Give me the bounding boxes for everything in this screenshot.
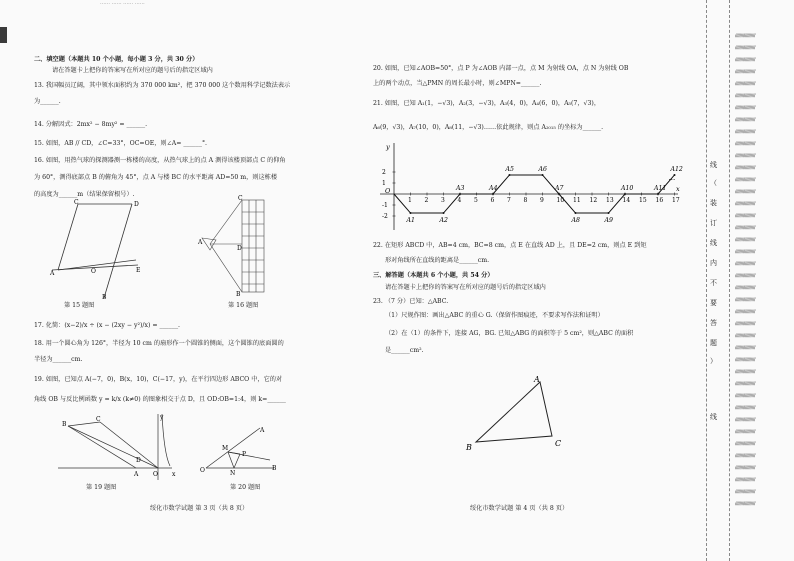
fig20-label-a: A <box>260 427 265 434</box>
margin-slash-line: ////////////////// <box>735 502 756 507</box>
point-label: A8 <box>571 217 580 225</box>
data-point <box>657 193 659 195</box>
margin-slash-line: ////////////////// <box>735 214 756 219</box>
data-point <box>509 174 511 176</box>
footer-right: 绥化市数学试题 第 4 页（共 8 页） <box>470 505 569 512</box>
margin-slash-line: ////////////////// <box>735 418 756 423</box>
fig15-label-d: D <box>134 201 139 208</box>
y-tick-label: 2 <box>382 169 386 176</box>
margin-char: 订 <box>710 219 717 227</box>
point-label: A5 <box>505 165 514 173</box>
x-tick-label: 3 <box>441 197 445 204</box>
margin-slash-line: ////////////////// <box>735 382 756 387</box>
margin-char: （ <box>710 179 717 187</box>
margin-slash-line: ////////////////// <box>735 286 756 291</box>
point-label: A3 <box>456 185 465 192</box>
question-16-line3: 的高度为______m（结果保留根号）. <box>34 191 135 198</box>
question-22: 22. 在矩形 ABCD 中，AB=4 cm，BC=8 cm，点 E 在直线 AD 上，且 DE=2 cm，则点 E 到矩 <box>373 242 647 249</box>
data-point <box>492 193 494 195</box>
margin-slash-line: ////////////////// <box>735 334 756 339</box>
question-18: 18. 用一个圆心角为 126°，半径为 10 cm 的扇形作一个圆锥的侧面，这个圆锥的底面圆的 <box>34 340 284 347</box>
margin-slash-line: ////////////////// <box>735 154 756 159</box>
x-tick-label: 2 <box>424 197 429 204</box>
margin-slash-line: ////////////////// <box>735 202 756 207</box>
fig19-label-a: A <box>134 471 139 478</box>
question-13: 13. 我国幅员辽阔，其中领水面积约为 370 000 km²，把 370 000 这个数用科学记数法表示 <box>34 82 291 89</box>
question-13-answer: 为______. <box>34 98 61 105</box>
margin-slash-line: ////////////////// <box>735 370 756 375</box>
binding-line-1 <box>706 0 707 561</box>
margin-slash-line: ////////////////// <box>735 310 756 315</box>
figure-20 <box>198 424 280 476</box>
y-tick-label: 1 <box>382 180 386 187</box>
data-point <box>542 174 544 176</box>
margin-slash-line: ////////////////// <box>735 454 756 459</box>
x-axis-label: x <box>676 185 680 193</box>
data-point <box>410 212 412 214</box>
margin-slash-line: ////////////////// <box>735 166 756 171</box>
fig19-label-x: x <box>172 471 176 478</box>
fig20-label-m: M <box>222 445 229 452</box>
margin-slash-line: ////////////////// <box>735 178 756 183</box>
margin-slash-line: ////////////////// <box>735 46 756 51</box>
margin-slash-line: ////////////////// <box>735 442 756 447</box>
margin-char: 要 <box>710 299 717 307</box>
fig16-label-c: C <box>238 195 243 202</box>
fig23-label-b: B <box>466 443 472 452</box>
fig19-label-d: D <box>136 457 141 464</box>
y-tick-label: -2 <box>382 213 388 220</box>
fig19-label-b: B <box>62 421 67 428</box>
figure-23-triangle <box>464 372 574 454</box>
scan-header: …… …… …… …… <box>100 0 145 6</box>
x-tick-label: 1 <box>408 197 412 204</box>
margin-slash-line: ////////////////// <box>735 130 756 135</box>
margin-char: 线 <box>710 239 717 247</box>
binder-tab <box>0 27 7 43</box>
fig15-label-o: O <box>91 268 96 275</box>
margin-slash-line: ////////////////// <box>735 430 756 435</box>
x-tick-label: 13 <box>606 197 614 204</box>
fig15-label-a: A <box>50 270 55 277</box>
caption-fig20: 第 20 题图 <box>230 484 261 491</box>
margin-slash-line: ////////////////// <box>735 82 756 87</box>
x-tick-label: 17 <box>672 197 680 204</box>
point-label: A4 <box>489 185 498 192</box>
fig20-label-n: N <box>230 470 236 476</box>
margin-slash-line: ////////////////// <box>735 118 756 123</box>
fig15-label-b: B <box>102 294 107 301</box>
fig19-label-c: C <box>96 416 101 423</box>
question-22-line2: 形对角线所在直线的距离是______cm. <box>385 257 490 264</box>
data-point <box>575 212 577 214</box>
margin-slash-line: ////////////////// <box>735 274 756 279</box>
margin-slash-line: ////////////////// <box>735 142 756 147</box>
margin-char: 线 <box>710 413 717 421</box>
binding-line-2 <box>729 0 730 561</box>
x-tick-label: 9 <box>540 197 544 204</box>
fig19-label-y: y <box>160 414 164 421</box>
margin-char: 内 <box>710 259 717 267</box>
question-19: 19. 如图，已知点 A(−7，0)，B(x，10)，C(−17，y)，在平行四边形 ABCO 中，它的对 <box>34 376 283 383</box>
margin-char: 答 <box>710 319 717 327</box>
y-tick-label: -1 <box>382 202 388 209</box>
fig19-label-o: O <box>153 471 158 478</box>
margin-slash-line: ////////////////// <box>735 346 756 351</box>
question-20-line2: 上的两个动点，当△PMN 的周长最小时，则∠MPN=______. <box>373 80 542 87</box>
point-label: A7 <box>555 185 564 192</box>
question-16: 16. 如图，用热气球的探测器测一栋楼的高度，从热气球上的点 A 测得该楼顶部点 C 的仰角 <box>34 157 286 164</box>
figure-19 <box>54 410 179 482</box>
fig15-label-c: C <box>74 199 79 206</box>
x-tick-label: 8 <box>523 197 528 204</box>
question-16-line2: 为 60°，测得底部点 B 的俯角为 45°，点 A 与楼 BC 的水平距离 AD=50 m，则这栋楼 <box>34 174 278 181</box>
question-20: 20. 如图，已知∠AOB=50°，点 P 为∠AOB 内部一点，点 M 为射线 OA，点 N 为射线 OB <box>373 65 629 72</box>
section2-title: 二、填空题（本题共 10 个小题，每小题 3 分，共 30 分） <box>34 56 199 63</box>
fig16-label-b: B <box>236 291 241 298</box>
margin-slash-line: ////////////////// <box>735 262 756 267</box>
margin-slash-line: ////////////////// <box>735 70 756 75</box>
margin-slash-line: ////////////////// <box>735 226 756 231</box>
margin-slash-line: ////////////////// <box>735 406 756 411</box>
data-point <box>608 212 610 214</box>
origin-label: O <box>385 187 391 195</box>
question-23-part1: （1）尺规作图：画出△ABC 的重心 G.（保留作图痕迹，不要求写作法和证明） <box>385 312 604 319</box>
point-label: A12 <box>670 165 683 173</box>
question-21: 21. 如图，已知 A₁(1，−√3)，A₂(3，−√3)，A₃(4，0)，A₄(6，0)，A₅(7，√3)， <box>373 100 601 107</box>
figure-15 <box>48 198 148 302</box>
margin-slash-line: ////////////////// <box>735 58 756 63</box>
margin-slash-line: ////////////////// <box>735 490 756 495</box>
question-14: 14. 分解因式：2mx² − 8my² = ______. <box>34 121 148 128</box>
fig16-label-a: A <box>198 239 203 246</box>
caption-fig16: 第 16 题图 <box>228 302 259 309</box>
question-18-line2: 半径为______cm. <box>34 356 83 363</box>
section3-title: 三、解答题（本题共 6 个小题，共 54 分） <box>373 272 494 279</box>
x-tick-label: 12 <box>589 197 598 204</box>
footer-left: 绥化市数学试题 第 3 页（共 8 页） <box>150 505 249 512</box>
margin-char: 装 <box>710 199 717 207</box>
margin-slash-line: ////////////////// <box>735 106 756 111</box>
x-tick-label: 5 <box>474 197 478 204</box>
margin-char: 题 <box>710 339 717 347</box>
figure-16 <box>196 192 276 302</box>
data-point <box>459 193 461 195</box>
figure-21-chart <box>372 140 684 232</box>
x-tick-label: 15 <box>639 197 647 204</box>
point-label: A11 <box>654 185 667 192</box>
margin-slash-line: ////////////////// <box>735 478 756 483</box>
margin-slash-line: ////////////////// <box>735 358 756 363</box>
caption-fig15: 第 15 题图 <box>64 302 95 309</box>
margin-char: 不 <box>710 279 717 287</box>
section3-note: 请在答题卡上把你的答案写在所对应的题号后的指定区域内 <box>385 284 546 291</box>
margin-slash-line: ////////////////// <box>735 322 756 327</box>
point-label: A6 <box>538 165 547 173</box>
x-tick-label: 6 <box>490 197 495 204</box>
margin-slash-line: ////////////////// <box>735 190 756 195</box>
question-19-line2: 角线 OB 与反比例函数 y = k/x (k≠0) 的图象相交于点 D，且 OD:OB=1:4，则 k=______ <box>34 396 286 403</box>
x-tick-label: 16 <box>655 197 664 204</box>
question-17: 17. 化简：(x−2)/x ÷ (x − (2xy − y²)/x) = ______. <box>34 322 181 329</box>
margin-slash-line: ////////////////// <box>735 466 756 471</box>
margin-slash-line: ////////////////// <box>735 34 756 39</box>
question-15: 15. 如图，AB // CD，∠C=33°，OC=OE，则∠A= ______°. <box>34 140 208 147</box>
x-tick-label: 4 <box>457 197 462 204</box>
data-point <box>624 193 626 195</box>
fig23-label-a: A <box>534 375 540 384</box>
y-axis-label: y <box>386 143 390 151</box>
margin-slash-line: ////////////////// <box>735 250 756 255</box>
question-23: 23. （7 分）已知：△ABC. <box>373 298 449 305</box>
fig15-label-e: E <box>136 267 141 274</box>
x-tick-label: 14 <box>622 197 631 204</box>
fig20-label-p: P <box>242 451 247 458</box>
margin-slash-line: ////////////////// <box>735 94 756 99</box>
ellipsis: ··· <box>668 176 676 184</box>
point-label: A9 <box>604 217 613 225</box>
x-tick-label: 10 <box>556 197 565 204</box>
caption-fig19: 第 19 题图 <box>86 484 117 491</box>
point-label: A2 <box>439 217 448 225</box>
point-label: A10 <box>621 185 634 192</box>
fig23-label-c: C <box>555 439 562 448</box>
margin-char: ） <box>710 357 717 365</box>
fig20-label-b: B <box>272 465 277 472</box>
section2-note: 请在答题卡上把你的答案写在所对应的题号后的指定区域内 <box>52 67 213 74</box>
margin-char: 线 <box>710 161 717 169</box>
data-point <box>558 193 560 195</box>
fig20-label-o: O <box>200 467 205 474</box>
question-23-part3: 是______cm². <box>385 347 424 354</box>
margin-slash-line: ////////////////// <box>735 238 756 243</box>
point-label: A1 <box>406 217 415 225</box>
x-tick-label: 7 <box>507 197 511 204</box>
question-21-line2: A₆(9，√3)，A₇(10，0)，A₈(11，−√3)……依此规律，则点 A₂₀₁₅ 的坐标为______. <box>373 124 604 131</box>
margin-slash-line: ////////////////// <box>735 394 756 399</box>
margin-slash-line: ////////////////// <box>735 298 756 303</box>
fig16-label-d: D <box>237 245 242 252</box>
x-tick-label: 11 <box>573 197 581 204</box>
data-point <box>443 212 445 214</box>
question-23-part2: （2）在（1）的条件下，连接 AG，BG. 已知△ABG 的面积等于 5 cm²，则△ABC 的面积 <box>385 330 634 337</box>
